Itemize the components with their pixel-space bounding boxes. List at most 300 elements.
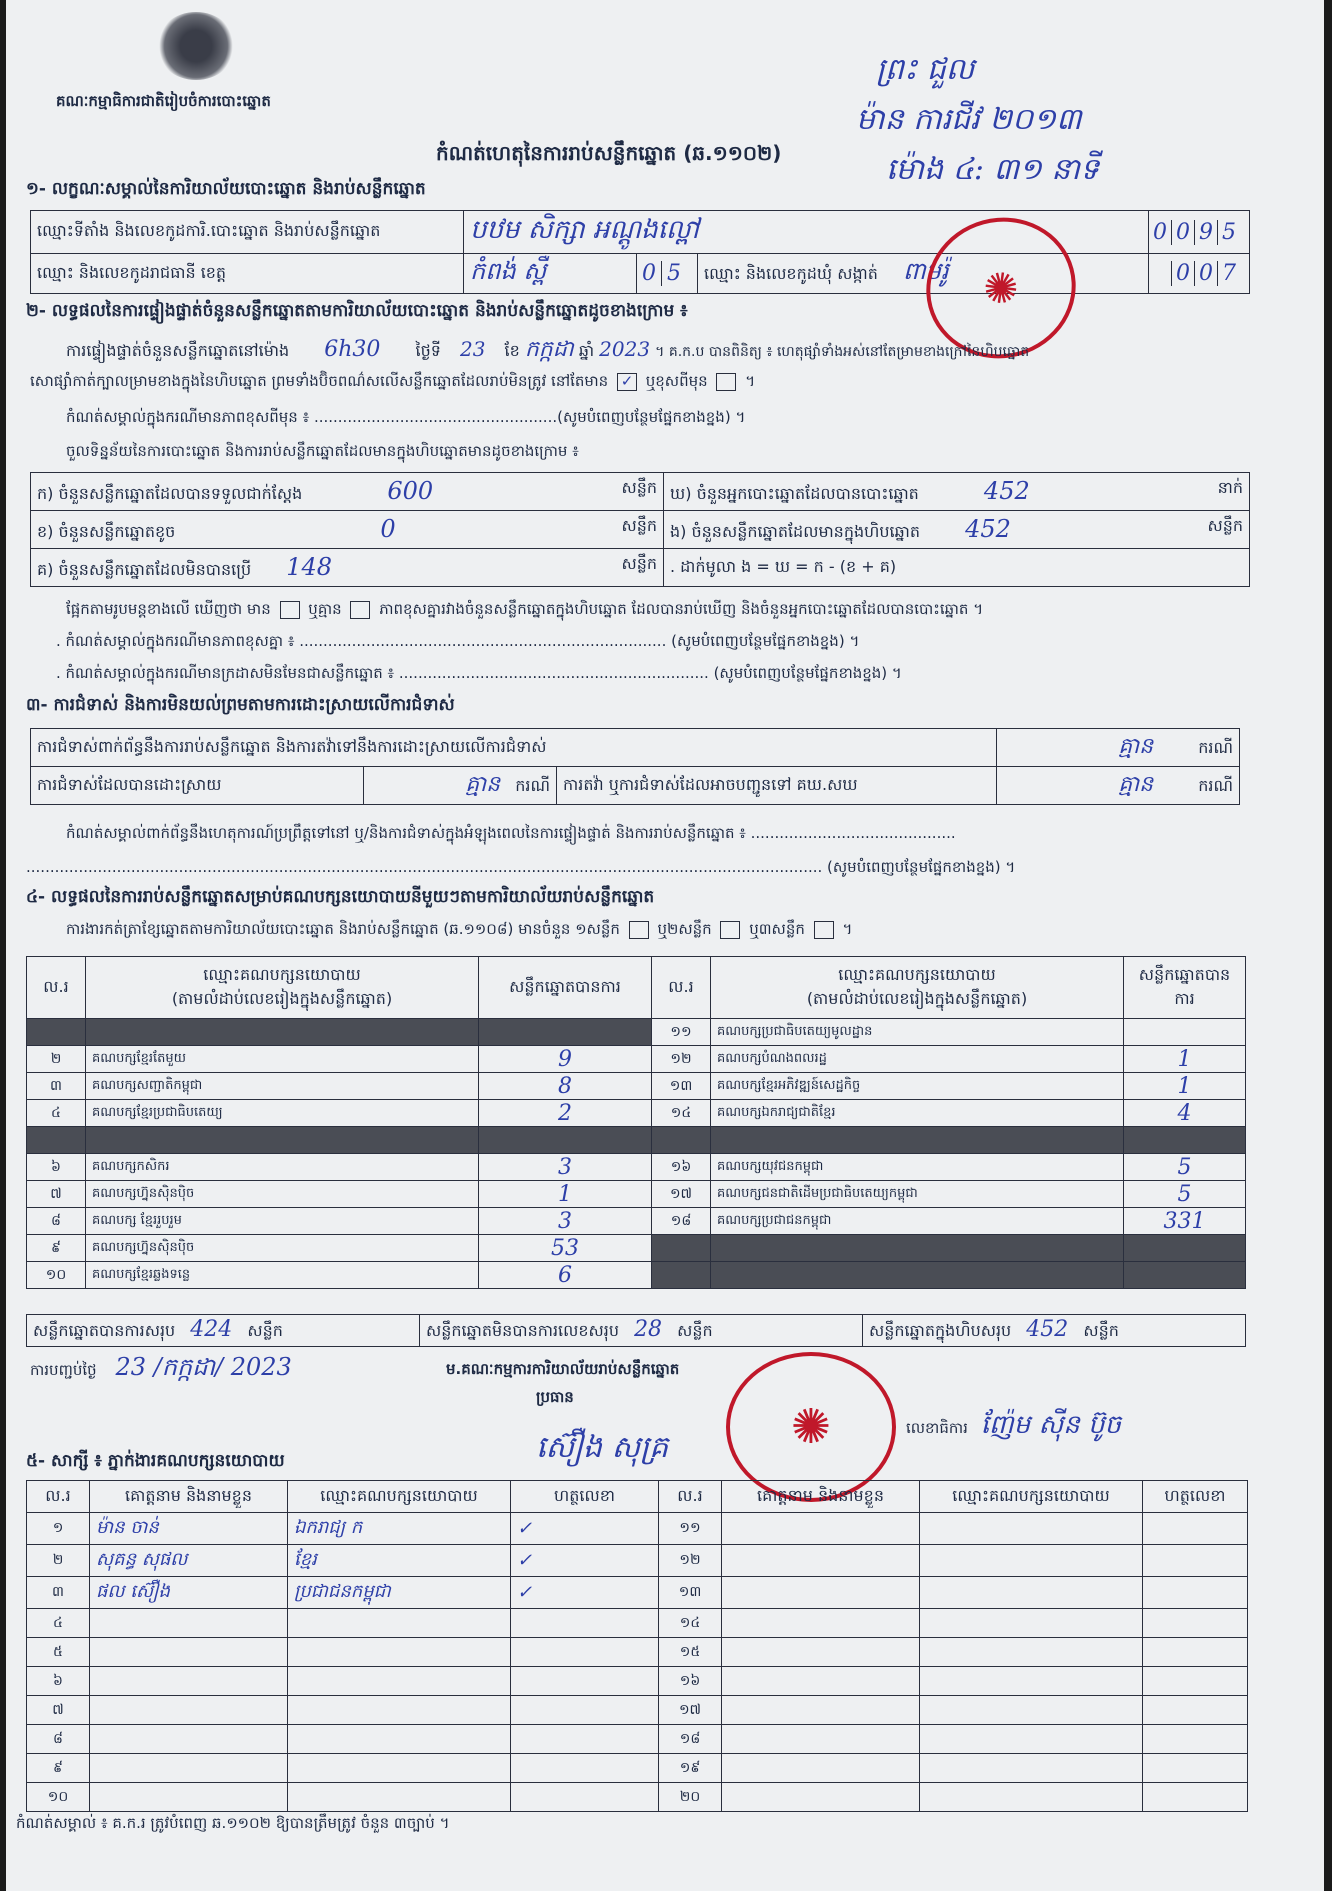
party-no-cell: ១៨ xyxy=(652,1208,711,1235)
party-no-cell: ១០ xyxy=(27,1262,86,1289)
witness-name-cell xyxy=(90,1609,288,1638)
party-party-cell: គណបក្ស ខ្មែររួបរួម xyxy=(86,1208,479,1235)
witness-row xyxy=(27,1638,1248,1667)
province-label: ឈ្មោះ និងលេខកូដរាជធានី ខេត្ត xyxy=(31,254,464,294)
party-votes-cell: 3 xyxy=(479,1208,652,1235)
witness-party-cell xyxy=(288,1638,511,1667)
witness-sign-cell xyxy=(1143,1667,1248,1696)
party-no-cell: ១១ xyxy=(652,1019,711,1046)
witness-no-cell: ១១ xyxy=(659,1513,722,1545)
witness-sign-cell xyxy=(511,1754,659,1783)
voters-label xyxy=(664,473,1250,511)
footer-note: កំណត់សម្គាល់ ៖ គ.ក.រ ត្រូវបំពេញ ឆ.១១០២ ឱ្យបានត្រឹមត្រូវ ចំនួន ៣ច្បាប់ ។ xyxy=(16,1814,450,1832)
has-diff-checkbox[interactable] xyxy=(280,601,300,619)
commune-code xyxy=(1149,254,1250,294)
case-label: ករណី xyxy=(515,775,550,795)
total-unit: សន្លឹក xyxy=(1083,1321,1119,1340)
witness-no-cell: ១៧ xyxy=(659,1696,722,1725)
commune-label: ឈ្មោះ និងលេខកូដឃុំ សង្កាត់ xyxy=(704,264,878,283)
party-party-cell: គណបក្សយុវជនកម្ពុជា xyxy=(711,1154,1124,1181)
party-votes-cell xyxy=(1124,1127,1246,1154)
voters-value: 452 xyxy=(983,476,1030,505)
witness-party-cell xyxy=(920,1783,1143,1812)
line2-text: សោផ្សាំកាត់ក្បាលម្រាមខាងក្នុងនៃហិបឆ្នោត ព្រមទាំងប៊ិចពណ៌សលើសន្លឹកឆ្នោតដែលរាប់មិនត្រូវ នៅតែមាន xyxy=(30,372,609,390)
witness-sign-cell xyxy=(1143,1725,1248,1754)
party-row xyxy=(27,1019,1246,1046)
sheet-count-text: ការងារកត់ត្រាខ្សែឆ្នោតតាមការិយាល័យបោះឆ្នោត និងរាប់សន្លឹកឆ្នោត (ឆ.១១០៨) មានចំនួន ១សន្លឹក xyxy=(66,920,620,938)
witness-party-cell: ឯករាជ្យ ក xyxy=(288,1513,511,1545)
appeal-label: ការតវ៉ា ឬការជំទាស់ដែលអាចបញ្ជូនទៅ គឃ.សឃ xyxy=(557,767,997,805)
w-col-sign: ហត្ថលេខា xyxy=(1143,1481,1248,1513)
handwritten-note-1: ព្រះ ជួល xyxy=(876,52,975,87)
witness-row xyxy=(27,1513,1248,1545)
total-valid xyxy=(27,1315,420,1347)
witness-party-cell xyxy=(288,1783,511,1812)
witness-party-cell xyxy=(920,1513,1143,1545)
party-party-cell: គណបក្សជនជាតិដើមប្រជាធិបតេយ្យកម្ពុជា xyxy=(711,1181,1124,1208)
witness-party-cell xyxy=(920,1696,1143,1725)
objection-label: ការជំទាស់ពាក់ព័ន្ធនឹងការរាប់សន្លឹកឆ្នោត និងការតវ៉ាទៅនឹងការដោះស្រាយលើការជំទាស់ xyxy=(31,729,997,767)
witness-name-cell xyxy=(722,1667,920,1696)
commune-cell xyxy=(698,254,1149,294)
formula: . ដាក់មូលា ង = ឃ = ក - (ខ + គ) xyxy=(664,549,1250,587)
witness-no-cell: ១៦ xyxy=(659,1667,722,1696)
year-label: ឆ្នាំ xyxy=(578,341,595,360)
witness-no-cell: ៨ xyxy=(27,1725,90,1754)
witness-name-cell xyxy=(722,1545,920,1577)
party-results-table xyxy=(26,956,1246,1289)
party-votes-cell: 5 xyxy=(1124,1154,1246,1181)
code-digit: 0 xyxy=(1172,220,1195,245)
witness-name-cell xyxy=(722,1725,920,1754)
party-votes-cell: 53 xyxy=(479,1235,652,1262)
witness-table xyxy=(26,1480,1248,1812)
col-votes: សន្លឹកឆ្នោតបានការ xyxy=(479,957,652,1019)
party-no-cell: ១៦ xyxy=(652,1154,711,1181)
party-party-cell: គណបក្សកសិករ xyxy=(86,1154,479,1181)
party-votes-cell: 1 xyxy=(479,1181,652,1208)
party-no-cell: ៧ xyxy=(27,1181,86,1208)
section1-title: ១- លក្ខណៈសម្គាល់នៃការិយាល័យបោះឆ្នោត និងរាប់សន្លឹកឆ្នោត xyxy=(26,179,426,199)
secretary-signature: ញ៉ែម ស៊ីន ប៊ូច xyxy=(980,1410,1121,1440)
witness-row xyxy=(27,1696,1248,1725)
party-votes-cell: 5 xyxy=(1124,1181,1246,1208)
form-page xyxy=(6,0,1324,1891)
party-party-cell xyxy=(711,1127,1124,1154)
party-no-cell xyxy=(27,1127,86,1154)
month-label: ខែ xyxy=(504,341,520,360)
party-party-cell: គណបក្សហ្វ៊ុនស៊ិនប៉ិច xyxy=(86,1181,479,1208)
witness-sign-cell xyxy=(1143,1696,1248,1725)
count-time: 6h30 xyxy=(324,337,381,362)
party-votes-cell xyxy=(1124,1235,1246,1262)
col-party xyxy=(86,957,479,1019)
witness-name-cell: សុគន្ធ សុផល xyxy=(90,1545,288,1577)
w-col-party: ឈ្មោះគណបក្សនយោបាយ xyxy=(920,1481,1143,1513)
party-votes-cell: 3 xyxy=(479,1154,652,1181)
witness-sign-cell xyxy=(511,1609,659,1638)
section4-title: ៤- លទ្ធផលនៃការរាប់សន្លឹកឆ្នោតសម្រាប់គណបក្សនយោបាយនីមួយៗតាមការិយាល័យរាប់សន្លឹកឆ្នោត xyxy=(26,887,655,907)
witness-party-cell xyxy=(288,1667,511,1696)
closing-date xyxy=(30,1352,292,1387)
two-sheets-label: ឬ២សន្លឹក xyxy=(657,920,712,938)
col-party-title: ឈ្មោះគណបក្សនយោបាយ xyxy=(203,964,361,984)
party-row xyxy=(27,1100,1246,1127)
item-unit: សន្លឹក xyxy=(621,553,657,573)
party-votes-cell: 9 xyxy=(479,1046,652,1073)
witness-sign-cell xyxy=(1143,1545,1248,1577)
party-party-cell: គណបក្សខ្មែរប្រជាធិបតេយ្យ xyxy=(86,1100,479,1127)
party-party-cell: គណបក្សខ្មែរឆ្លងទន្លេ xyxy=(86,1262,479,1289)
witness-party-cell xyxy=(920,1754,1143,1783)
objection-value: គ្មាន xyxy=(1118,733,1154,759)
section3-note2: ....................................................................................................................................................................... (សូមបំពេញបន្ថែមផ្នែកខាងខ្នង) ។ xyxy=(26,858,1016,876)
party-votes-cell xyxy=(1124,1019,1246,1046)
party-row xyxy=(27,1262,1246,1289)
witness-sign-cell xyxy=(1143,1638,1248,1667)
inbox-label xyxy=(664,511,1250,549)
two-sheets-checkbox[interactable] xyxy=(720,921,740,939)
total-valid-value: 424 xyxy=(190,1317,233,1342)
witness-no-cell: ២០ xyxy=(659,1783,722,1812)
witness-no-cell: ៤ xyxy=(27,1609,90,1638)
section2-title: ២- លទ្ធផលនៃការផ្ទៀងផ្ទាត់ចំនួនសន្លឹកឆ្នោតតាមការិយាល័យបោះឆ្នោត និងរាប់សន្លឹកឆ្នោតដូចខាងក្រោម ៖ xyxy=(26,301,688,321)
w-col-no: ល.រ xyxy=(659,1481,722,1513)
witness-name-cell xyxy=(90,1638,288,1667)
witness-sign-cell xyxy=(1143,1513,1248,1545)
appeal-value: គ្មាន xyxy=(1118,771,1154,797)
committee-label: ម.គណៈកម្មការការិយាល័យរាប់សន្លឹកឆ្នោត xyxy=(446,1360,680,1378)
province-value xyxy=(464,254,637,294)
party-no-cell: ១៣ xyxy=(652,1073,711,1100)
date-value: 23 /កក្កដា/ 2023 xyxy=(115,1353,292,1381)
diff-text: ភាពខុសគ្នារវាងចំនួនសន្លឹកឆ្នោតក្នុងហិបឆ្នោត ដែលបានរាប់ឃើញ និងចំនួនអ្នកបោះឆ្នោតដែលបានបោះឆ្នោត ។ xyxy=(379,600,984,618)
witness-sign-cell xyxy=(1143,1783,1248,1812)
location-label: ឈ្មោះទីតាំង និងលេខកូដការិ.បោះឆ្នោត និងរាប់សន្លឹកឆ្នោត xyxy=(31,211,464,254)
objection-table xyxy=(30,728,1240,805)
witness-sign-cell xyxy=(511,1696,659,1725)
witness-name-cell xyxy=(90,1696,288,1725)
witness-party-cell xyxy=(920,1638,1143,1667)
party-votes-cell: 331 xyxy=(1124,1208,1246,1235)
party-no-cell xyxy=(652,1235,711,1262)
chairman-signature: ស៊ឿង សុគ្រ xyxy=(536,1430,669,1465)
witness-no-cell: ១២ xyxy=(659,1545,722,1577)
party-party-cell xyxy=(86,1127,479,1154)
total-invalid-value: 28 xyxy=(634,1317,663,1342)
witness-no-cell: ១៥ xyxy=(659,1638,722,1667)
section4-sub: ការងារកត់ត្រាខ្សែឆ្នោតតាមការិយាល័យបោះឆ្នោត និងរាប់សន្លឹកឆ្នោត (ឆ.១១០៨) មានចំនួន ១សន្លឹក ឬ២សន្លឹក ឬ៣សន្លឹក ។ xyxy=(66,920,853,938)
witness-no-cell: ៥ xyxy=(27,1638,90,1667)
total-box-label: សន្លឹកឆ្នោតក្នុងហិបសរុប xyxy=(869,1321,1012,1340)
party-party-cell: គណបក្សបំណងពលរដ្ឋ xyxy=(711,1046,1124,1073)
handwritten-note-3: ម៉ោង ៤: ៣១ នាទី xyxy=(886,152,1100,187)
party-party-cell xyxy=(711,1262,1124,1289)
objection-count xyxy=(997,729,1240,767)
code-digit: 7 xyxy=(1222,261,1236,286)
witness-name-cell: ផល ស៊ឿង xyxy=(90,1577,288,1609)
witness-name-cell xyxy=(90,1667,288,1696)
party-party-cell: គណបក្សប្រជាជនកម្ពុជា xyxy=(711,1208,1124,1235)
witness-sign-cell xyxy=(511,1638,659,1667)
spoiled-value: 0 xyxy=(380,514,396,543)
received-value: 600 xyxy=(387,476,434,505)
item-unit: សន្លឹក xyxy=(621,515,657,535)
witness-sign-cell: ✓ xyxy=(511,1577,659,1609)
count-day: 23 xyxy=(459,337,486,361)
party-no-cell: ៦ xyxy=(27,1154,86,1181)
resolved-value: គ្មាន xyxy=(465,771,501,797)
resolved-count xyxy=(364,767,557,805)
code-digit: 5 xyxy=(1222,219,1236,245)
witness-name-cell xyxy=(90,1754,288,1783)
seal-emblem-icon: ✺ xyxy=(977,259,1025,317)
party-no-cell: ២ xyxy=(27,1046,86,1073)
inbox-value: 452 xyxy=(965,514,1011,543)
form-title: កំណត់ហេតុនៃការរាប់សន្លឹកឆ្នោត (ឆ.១១០២) xyxy=(436,141,782,165)
party-votes-cell xyxy=(479,1019,652,1046)
col-no: ល.រ xyxy=(27,957,86,1019)
case-label: ករណី xyxy=(1198,775,1233,795)
secretary-block xyxy=(906,1408,1121,1446)
section2-line1 xyxy=(66,335,1029,367)
col-no: ល.រ xyxy=(652,957,711,1019)
day-label: ថ្ងៃទី xyxy=(415,341,441,360)
section2-line4: ចួលទិន្នន័យនៃការបោះឆ្នោត និងការរាប់សន្លឹកឆ្នោតដែលមានក្នុងហិបឆ្នោតមានដូចខាងក្រោម ៖ xyxy=(66,442,579,460)
witness-row xyxy=(27,1545,1248,1577)
witness-no-cell: ១០ xyxy=(27,1783,90,1812)
section2-line3: កំណត់សម្គាល់ក្នុងករណីមានភាពខុសពីមុន ៖ ...................................................(សូមបំពេញបន្ថែមផ្នែកខាងខ្នង) ។ xyxy=(66,408,746,426)
witness-no-cell: ៧ xyxy=(27,1696,90,1725)
witness-name-cell xyxy=(722,1754,920,1783)
total-invalid-label: សន្លឹកឆ្នោតមិនបានការលេខសរុប xyxy=(426,1321,619,1340)
code-digit: 0 xyxy=(1171,261,1195,286)
code-digit: 5 xyxy=(667,261,681,286)
party-party-cell: គណបក្សខ្មែរតែមួយ xyxy=(86,1046,479,1073)
witness-sign-cell xyxy=(1143,1577,1248,1609)
case-label: ករណី xyxy=(1198,737,1233,757)
count-year: 2023 xyxy=(599,337,651,361)
party-row xyxy=(27,1181,1246,1208)
unused-value: 148 xyxy=(286,552,333,581)
party-party-cell: គណបក្សខ្មែរអភិវឌ្ឍន៍សេដ្ឋកិច្ច xyxy=(711,1073,1124,1100)
party-no-cell: ៣ xyxy=(27,1073,86,1100)
party-votes-cell: 4 xyxy=(1124,1100,1246,1127)
witness-name-cell xyxy=(90,1725,288,1754)
party-votes-cell xyxy=(479,1127,652,1154)
appeal-count xyxy=(997,767,1240,805)
no-diff-label: ឬគ្មាន xyxy=(308,600,342,618)
witness-name-cell xyxy=(90,1783,288,1812)
party-party-cell: គណបក្សប្រជាធិបតេយ្យមូលដ្ឋាន xyxy=(711,1019,1124,1046)
line1-pre: ការផ្ទៀងផ្ទាត់ចំនួនសន្លឹកឆ្នោតនៅម៉ោង xyxy=(66,341,290,360)
section2-after1 xyxy=(66,600,983,622)
party-no-cell: ៨ xyxy=(27,1208,86,1235)
total-unit: សន្លឹក xyxy=(677,1321,713,1340)
location-code xyxy=(1149,211,1250,254)
witness-party-cell xyxy=(920,1545,1143,1577)
party-no-cell xyxy=(652,1127,711,1154)
col-party-sub: (តាមលំដាប់លេខរៀងក្នុងសន្លឹកឆ្នោត) xyxy=(806,988,1028,1008)
item-label: គ) ចំនួនសន្លឹកឆ្នោតដែលមិនបានប្រើ xyxy=(37,559,252,579)
unchanged-checkbox[interactable]: ✓ xyxy=(617,373,637,391)
witness-name-cell xyxy=(722,1513,920,1545)
no-diff-checkbox[interactable] xyxy=(350,601,370,619)
col-party xyxy=(711,957,1124,1019)
section2-after2: . កំណត់សម្គាល់ក្នុងករណីមានភាពខុសគ្នា ៖ ............................................................................. (សូមបំពេញបន្ថែមផ្នែកខាងខ្នង) ។ xyxy=(56,632,860,650)
party-row xyxy=(27,1208,1246,1235)
unused-label xyxy=(31,549,664,587)
witness-no-cell: ៩ xyxy=(27,1754,90,1783)
witness-no-cell: ១៤ xyxy=(659,1609,722,1638)
party-party-cell: គណបក្សហ្វ៊ុនស៊ិនប៉ិច xyxy=(86,1235,479,1262)
col-party-sub: (តាមលំដាប់លេខរៀងក្នុងសន្លឹកឆ្នោត) xyxy=(171,988,393,1008)
ballot-count-table xyxy=(30,472,1250,587)
date-label: ការបញ្ជប់ថ្ងៃ xyxy=(30,1361,97,1379)
witness-row xyxy=(27,1577,1248,1609)
party-row xyxy=(27,1154,1246,1181)
total-box xyxy=(863,1315,1246,1347)
witness-no-cell: ១៨ xyxy=(659,1725,722,1754)
witness-row xyxy=(27,1754,1248,1783)
witness-no-cell: ១៣ xyxy=(659,1577,722,1609)
party-no-cell: ១២ xyxy=(652,1046,711,1073)
resolved-label: ការជំទាស់ដែលបានដោះស្រាយ xyxy=(31,767,364,805)
item-label: ក) ចំនួនសន្លឹកឆ្នោតដែលបានទទួលជាក់ស្តែង xyxy=(37,483,303,503)
w-col-party: ឈ្មោះគណបក្សនយោបាយ xyxy=(288,1481,511,1513)
party-rows xyxy=(27,1019,1246,1289)
item-label: ឃ) ចំនួនអ្នកបោះឆ្នោតដែលបានបោះឆ្នោត xyxy=(670,483,919,503)
item-label: ង) ចំនួនសន្លឹកឆ្នោតដែលមានក្នុងហិបឆ្នោត xyxy=(670,521,920,541)
witness-name-cell xyxy=(722,1783,920,1812)
witness-sign-cell xyxy=(511,1725,659,1754)
section3-title: ៣- ការជំទាស់ និងការមិនយល់ព្រមតាមការដោះស្រាយលើការជំទាស់ xyxy=(26,695,455,715)
chairman-label: ប្រធាន xyxy=(536,1388,574,1406)
party-votes-cell: 2 xyxy=(479,1100,652,1127)
witness-party-cell: ខ្មែរ xyxy=(288,1545,511,1577)
total-unit: សន្លឹក xyxy=(247,1321,283,1340)
has-diff-label: ផ្អែកតាមរូបមន្តខាងលើ ឃើញថា មាន xyxy=(66,600,271,618)
witness-row xyxy=(27,1609,1248,1638)
col-votes: សន្លឹកឆ្នោតបានការ xyxy=(1124,957,1246,1019)
location-value: បឋម សិក្សា អណ្ដូងល្ពៅ xyxy=(464,211,1149,254)
party-row xyxy=(27,1235,1246,1262)
w-col-no: ល.រ xyxy=(27,1481,90,1513)
witness-party-cell xyxy=(288,1696,511,1725)
org-name: គណៈកម្មាធិការជាតិរៀបចំការបោះឆ្នោត xyxy=(56,92,271,110)
commune-value: ពាមរ៉ូ xyxy=(902,257,949,285)
changed-label: ឬខុសពីមុន xyxy=(645,372,708,390)
witness-sign-cell xyxy=(511,1667,659,1696)
party-row xyxy=(27,1046,1246,1073)
party-no-cell: ៩ xyxy=(27,1235,86,1262)
party-party-cell: គណបក្សឯករាជ្យជាតិខ្មែរ xyxy=(711,1100,1124,1127)
witness-sign-cell: ✓ xyxy=(511,1513,659,1545)
one-sheet-checkbox[interactable] xyxy=(629,921,649,939)
nec-emblem xyxy=(156,12,236,80)
witness-sign-cell xyxy=(511,1783,659,1812)
province-name: កំពង់ ស្ពឺ xyxy=(470,257,547,285)
witness-name-cell xyxy=(722,1638,920,1667)
total-box-value: 452 xyxy=(1026,1317,1069,1342)
witness-party-cell: ប្រជាជនកម្ពុជា xyxy=(288,1577,511,1609)
witness-no-cell: ៣ xyxy=(27,1577,90,1609)
witness-name-cell: ម៉ាន ចាន់ xyxy=(90,1513,288,1545)
item-unit: នាក់ xyxy=(1217,477,1243,497)
handwritten-note-2: ម៉ាន ការជីវ ២០១៣ xyxy=(856,102,1082,137)
count-month: កក្កដា xyxy=(524,337,574,362)
witness-sign-cell: ✓ xyxy=(511,1545,659,1577)
item-label: ខ) ចំនួនសន្លឹកឆ្នោតខូច xyxy=(37,521,176,541)
spoiled-label xyxy=(31,511,664,549)
witness-name-cell xyxy=(722,1577,920,1609)
changed-checkbox[interactable] xyxy=(716,373,736,391)
item-unit: សន្លឹក xyxy=(1207,515,1243,535)
witness-rows xyxy=(27,1513,1248,1812)
witness-party-cell xyxy=(920,1609,1143,1638)
party-no-cell: ១៤ xyxy=(652,1100,711,1127)
party-votes-cell: 6 xyxy=(479,1262,652,1289)
witness-name-cell xyxy=(722,1696,920,1725)
totals-table xyxy=(26,1314,1246,1347)
three-sheets-checkbox[interactable] xyxy=(814,921,834,939)
w-col-name: គោត្តនាម និងនាមខ្លួន xyxy=(90,1481,288,1513)
w-col-sign: ហត្ថលេខា xyxy=(511,1481,659,1513)
code-digit: 0 xyxy=(1195,261,1218,286)
witness-party-cell xyxy=(288,1609,511,1638)
party-row xyxy=(27,1073,1246,1100)
code-digit: 0 xyxy=(637,261,662,286)
party-votes-cell: 1 xyxy=(1124,1073,1246,1100)
total-valid-label: សន្លឹកឆ្នោតបានការសរុប xyxy=(33,1321,176,1340)
witness-name-cell xyxy=(722,1609,920,1638)
witness-party-cell xyxy=(288,1754,511,1783)
secretary-label: លេខាធិការ xyxy=(906,1419,968,1437)
party-no-cell: ១៧ xyxy=(652,1181,711,1208)
w-col-name: គោត្តនាម និងនាមខ្លួន xyxy=(722,1481,920,1513)
section3-note: កំណត់សម្គាល់ពាក់ព័ន្ធនឹងហេតុការណ៍ប្រព្រឹត្តទៅនៅ ឬ/និងការជំទាស់ក្នុងអំឡុងពេលនៃការផ្ទៀងផ្ទាត់ និងការរាប់សន្លឹកឆ្នោត ៖ ........................................... xyxy=(66,824,956,842)
witness-row xyxy=(27,1667,1248,1696)
witness-party-cell xyxy=(920,1667,1143,1696)
witness-no-cell: ៦ xyxy=(27,1667,90,1696)
witness-no-cell: ២ xyxy=(27,1545,90,1577)
seal-emblem-icon: ✺ xyxy=(790,1399,832,1455)
witness-sign-cell xyxy=(1143,1609,1248,1638)
party-no-cell: ៤ xyxy=(27,1100,86,1127)
section2-line2: សោផ្សាំកាត់ក្បាលម្រាមខាងក្នុងនៃហិបឆ្នោត ព្រមទាំងប៊ិចពណ៌សលើសន្លឹកឆ្នោតដែលរាប់មិនត្រូវ នៅតែមាន ✓ ឬខុសពីមុន ។ xyxy=(30,371,756,390)
party-party-cell xyxy=(86,1019,479,1046)
code-digit: 9 xyxy=(1195,220,1218,245)
witness-no-cell: ១៩ xyxy=(659,1754,722,1783)
section2-after3: . កំណត់សម្គាល់ក្នុងករណីមានក្រដាសមិនមែនជាសន្លឹកឆ្នោត ៖ ................................................................. (សូមបំពេញបន្ថែមផ្នែកខាងខ្នង) ។ xyxy=(56,664,902,682)
party-party-cell xyxy=(711,1235,1124,1262)
total-invalid xyxy=(420,1315,863,1347)
witness-party-cell xyxy=(288,1725,511,1754)
witness-no-cell: ១ xyxy=(27,1513,90,1545)
received-label xyxy=(31,473,664,511)
line1-post: ។ គ.ក.ប បានពិនិត្យ ៖ ហេតុផ្សាំទាំងអស់នៅតែម្រាមខាងក្រៅនៃហិបឆ្នោត xyxy=(655,344,1030,360)
witness-sign-cell xyxy=(1143,1754,1248,1783)
three-sheets-label: ឬ៣សន្លឹក xyxy=(749,920,805,938)
party-row xyxy=(27,1127,1246,1154)
col-party-title: ឈ្មោះគណបក្សនយោបាយ xyxy=(838,964,996,984)
witness-party-cell xyxy=(920,1577,1143,1609)
party-no-cell xyxy=(27,1019,86,1046)
party-votes-cell: 1 xyxy=(1124,1046,1246,1073)
witness-party-cell xyxy=(920,1725,1143,1754)
code-digit: 0 xyxy=(1149,220,1172,245)
party-no-cell xyxy=(652,1262,711,1289)
